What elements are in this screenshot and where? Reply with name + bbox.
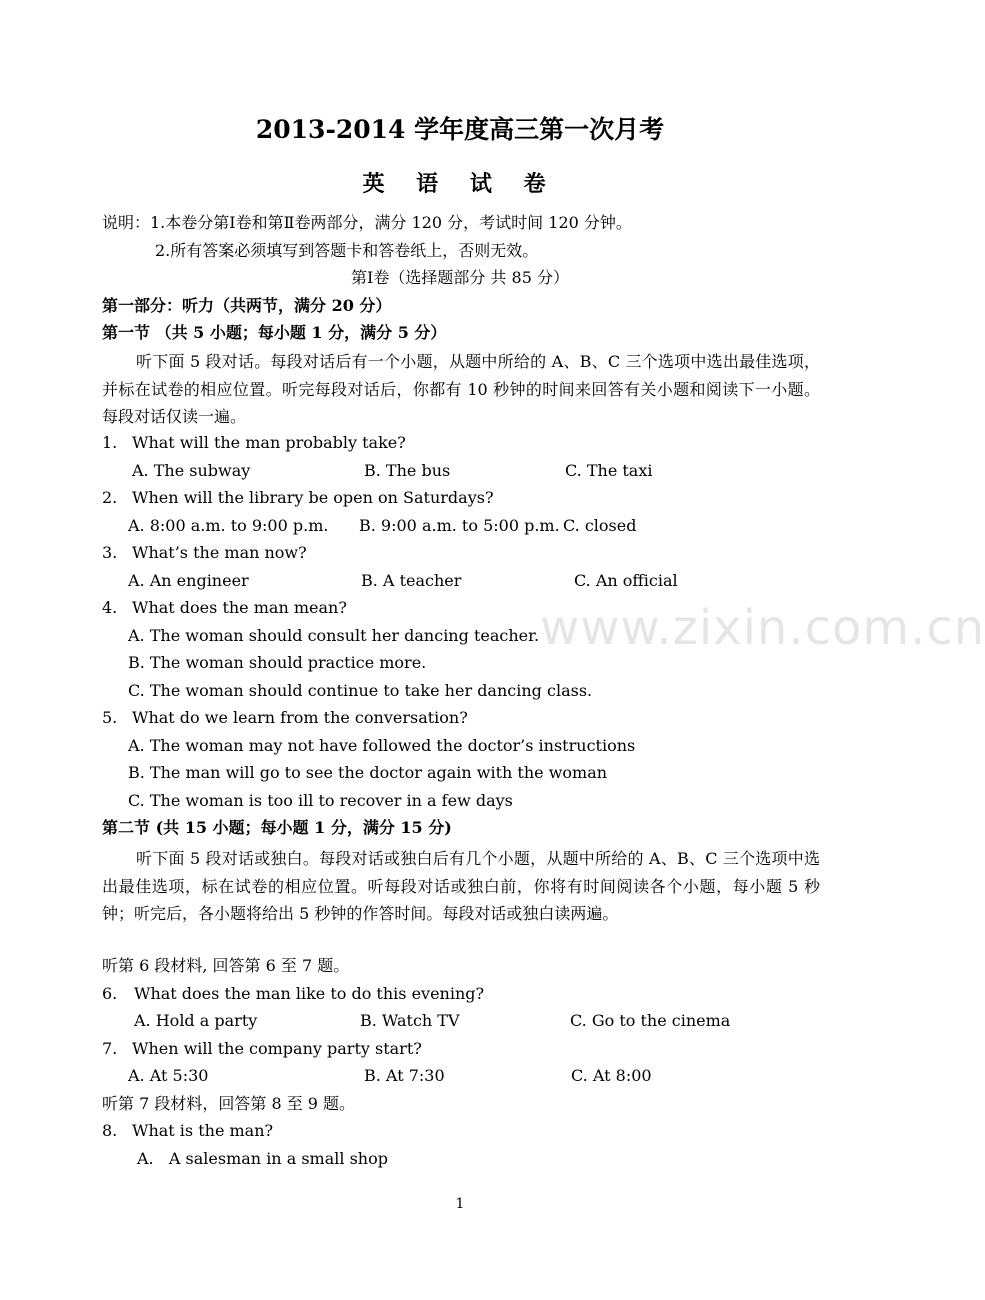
q7-option-c: C. At 8:00 (571, 1066, 652, 1085)
question-number: 8. (102, 1121, 118, 1140)
question-6 (102, 984, 485, 1004)
question-1 (102, 433, 406, 453)
q7-option-b: B. At 7:30 (364, 1066, 445, 1085)
section2-instructions: 听下面 5 段对话或独白。每段对话或独白后有几个小题，从题中所给的 A、B、C 三个选项中选出最佳选项，标在试卷的相应位置。听每段对话或独白前，你将有时间阅读各个小题，每小题 5 秒钟；听完后，各小题将给出 5 秒钟的作答时间。每段对话或独白读两遍。 (102, 849, 820, 923)
note-line-1: 说明：1.本卷分第Ⅰ卷和第Ⅱ卷两部分，满分 120 分，考试时间 120 分钟。 (102, 213, 632, 232)
section2-heading: 第二节 (共 15 小题；每小题 1 分，满分 15 分) (102, 818, 452, 837)
q5-option-c: C. The woman is too ill to recover in a few days (128, 791, 513, 810)
question-text: What do we learn from the conversation? (132, 708, 468, 727)
q2-option-b: B. 9:00 a.m. to 5:00 p.m. (359, 516, 560, 535)
q8-option-a: A. A salesman in a small shop (137, 1149, 388, 1168)
question-number: 6. (102, 984, 118, 1003)
q4-option-c: C. The woman should continue to take her dancing class. (128, 681, 593, 700)
question-number: 5. (102, 708, 118, 727)
question-5 (102, 708, 468, 728)
q1-option-c: C. The taxi (565, 461, 653, 480)
question-text: When will the library be open on Saturdays? (132, 488, 494, 507)
q7-option-a: A. At 5:30 (128, 1066, 209, 1085)
q6-option-c: C. Go to the cinema (570, 1011, 731, 1030)
question-number: 7. (102, 1039, 118, 1058)
q3-option-a: A. An engineer (128, 571, 249, 590)
exam-subtitle: 英 语 试 卷 (362, 171, 558, 197)
section1-instructions: 听下面 5 段对话。每段对话后有一个小题，从题中所给的 A、B、C 三个选项中选出最佳选项，并标在试卷的相应位置。听完每段对话后，你都有 10 秒钟的时间来回答有关小题和阅读下一小题。每段对话仅读一遍。 (102, 352, 820, 426)
material-6-note: 听第 6 段材料, 回答第 6 至 7 题。 (102, 956, 350, 975)
q4-option-b: B. The woman should practice more. (128, 653, 427, 672)
watermark: www.zixin.com.cn (540, 600, 985, 656)
question-3 (102, 543, 307, 563)
question-text: What does the man mean? (132, 598, 347, 617)
section1-heading: 第一节 （共 5 小题；每小题 1 分，满分 5 分） (102, 323, 447, 342)
q5-option-a: A. The woman may not have followed the doctor’s instructions (128, 736, 636, 755)
question-text: What will the man probably take? (132, 433, 406, 452)
note-line-2: 2.所有答案必须填写到答题卡和答卷纸上，否则无效。 (155, 241, 539, 260)
question-8 (102, 1121, 274, 1141)
question-number: 3. (102, 543, 118, 562)
material-7-note: 听第 7 段材料，回答第 8 至 9 题。 (102, 1094, 356, 1113)
question-text: What is the man? (132, 1121, 274, 1140)
question-text: When will the company party start? (132, 1039, 422, 1058)
q4-option-a: A. The woman should consult her dancing teacher. (128, 626, 540, 645)
q6-option-b: B. Watch TV (360, 1011, 460, 1030)
q1-option-a: A. The subway (132, 461, 251, 480)
question-4 (102, 598, 347, 618)
question-7 (102, 1039, 422, 1059)
q3-option-b: B. A teacher (361, 571, 462, 590)
question-number: 2. (102, 488, 118, 507)
q6-option-a: A. Hold a party (134, 1011, 258, 1030)
question-number: 1. (102, 433, 118, 452)
volume-heading: 第Ⅰ卷（选择题部分 共 85 分） (351, 268, 569, 287)
q5-option-b: B. The man will go to see the doctor again with the woman (128, 763, 608, 782)
question-text: What’s the man now? (132, 543, 307, 562)
exam-title: 2013-2014 学年度高三第一次月考 (255, 115, 665, 144)
q3-option-c: C. An official (574, 571, 678, 590)
page-number: 1 (455, 1196, 465, 1212)
q2-option-c: C. closed (563, 516, 637, 535)
question-text: What does the man like to do this evening? (134, 984, 485, 1003)
question-2 (102, 488, 494, 508)
q1-option-b: B. The bus (364, 461, 451, 480)
part1-heading: 第一部分：听力（共两节，满分 20 分） (102, 296, 392, 315)
q2-option-a: A. 8:00 a.m. to 9:00 p.m. (128, 516, 329, 535)
question-number: 4. (102, 598, 118, 617)
